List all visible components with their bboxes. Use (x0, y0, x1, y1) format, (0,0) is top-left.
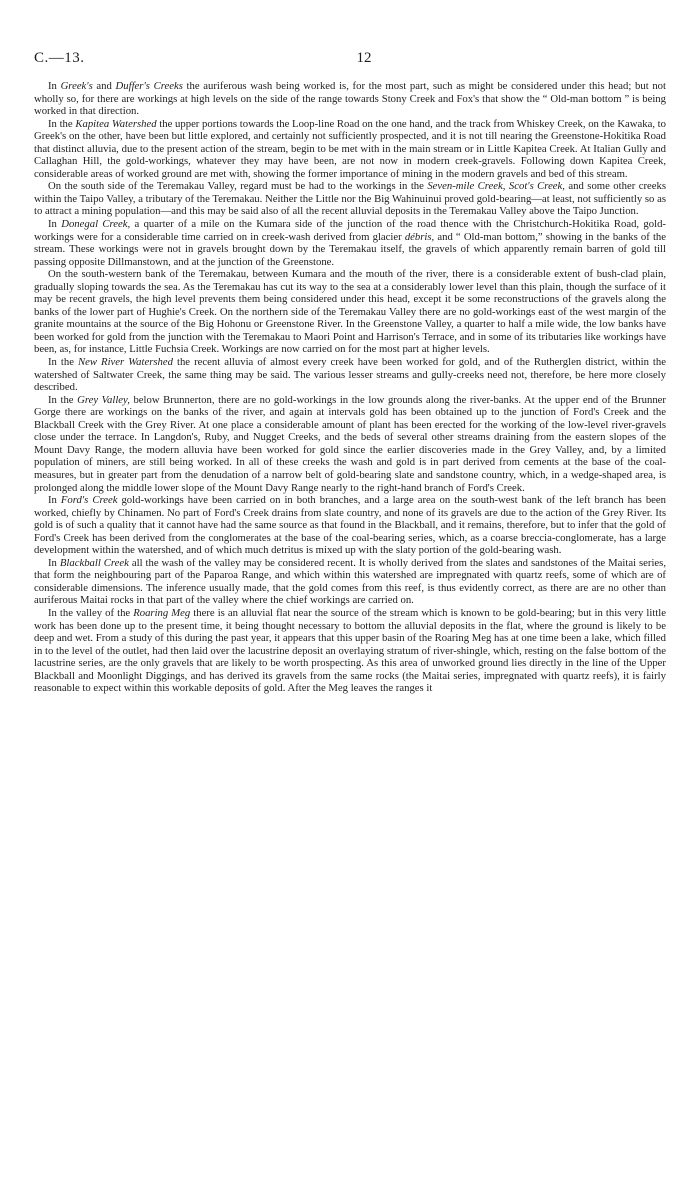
paragraph (34, 80, 666, 118)
text-run: In (48, 80, 61, 92)
italic-term: Roaring Meg (133, 606, 191, 619)
text-run: the auriferous wash being worked is, for the most part, such as might be considered under this head; but not wholly so, for there are workings at high levels on the side of the range towards Stony Creek and Fox's that show the “ Old-man bottom ” is being worked in that direction. (34, 80, 666, 118)
italic-term: New River Watershed (78, 356, 173, 369)
text-run: all the wash of the valley may be considered recent. It is wholly derived from the slates and sandstones of the Maitai series, that form the neighbouring part of the Paparoa Range, and which within this watershed are impregnated with quartz reefs, some of which are of considerable dimensions. The inference usually made, that the gold comes from this reef, is thus evidently correct, as there are are no other than auriferous Maitai rocks in that part of the valley where the chief workings are carried on. (34, 556, 667, 607)
paragraph (34, 356, 666, 394)
text-run: In the (48, 117, 76, 130)
paragraph (34, 607, 666, 695)
italic-term: Greek's (60, 80, 93, 92)
italic-term: débris, (404, 230, 435, 243)
text-run: gold-workings have been carried on in both branches, and a large area on the south-west bank of the left branch has been worked, chiefly by Chinamen. No part of Ford's Creek drains from slate country, and none of its gravels are due to the action of the Grey River. Its gold is of such a quality that it cannot have had the same source as that found in the Blackball, and it remains, therefore, but to infer that the gold of Ford's Creek has been derived from the conglomerates at the base of the coal-bearing series, which, as a coarse breccia-conglomerate, has a large development within the watershed, and of which much detritus is mixed up with the slaty portion of the gold-bearing wash. (34, 494, 667, 557)
text-run: On the south side of the Teremakau Valley, regard must be had to the workings in the (48, 180, 428, 193)
text-run: and (92, 80, 116, 92)
paragraph (34, 268, 666, 356)
italic-term: Blackball Creek (59, 556, 129, 569)
text-run: below Brunnerton, there are no gold-workings in the low grounds along the river-banks. At the upper end of the Brunner Gorge there are workings on the banks of the river, and again at intervals gold has been obtained up to the junction of Ford's Creek and the Blackball Creek with the Grey River. At one place a considerable amount of plant has been erected for the working of the low-level river-gravels close under the terrace. In Langdon's, Ruby, and Nugget Creeks, and the beds of several other streams draining from the eastern slopes of the Mount Davy Range, the modern alluvia have been worked for gold since the earlier discoveries made in the Grey Valley, and, by a limited population of miners, are still being worked. In all of these creeks the wash and gold is in part derived from cements at the base of the coal-measures, but in greater part from the denudation of a narrow belt of gold-bearing slate and sandstone country, which, in a wedge-shaped area, is prolonged along the middle lower slope of the Mount Davy Range nearly to the right-hand branch of Ford's Creek. (34, 393, 666, 494)
paragraph (34, 494, 666, 557)
text-run: there is an alluvial flat near the source of the stream which is known to be gold-bearing; but in this very little work has been done up to the present time, it being thought necessary to bottom the alluvial deposits in the flat, where the ground is likely to be deep and wet. From a study of this during the past year, it appears that this upper basin of the Roaring Meg has at one time been a lake, which filled in to the level of the outlet, had then laid over the lacustrine deposit an overlaying stratum of river-shingle, which, resting on the false bottom of the lacustrine series, are the only gravels that are likely to be worth prospecting. As this area of unworked ground lies directly in the line of the Upper Blackball and Moonlight Diggings, and has derived its gravels from the same rocks (the Maitai series, impregnated with quartz reefs), it is fairly reasonable to expect within this workable deposits of gold. After the Meg leaves the ranges it (34, 606, 666, 695)
text-run: In (48, 494, 61, 507)
paragraph (34, 118, 666, 181)
text-run: In (48, 556, 60, 569)
text-run: On the south-western bank of the Teremakau, between Kumara and the mouth of the river, there is a considerable extent of bush-clad plain, gradually sloping towards the sea. As the Teremakau has cut its way to the sea at a considerably lower level than this plain, though the surface of it may be recent gravels, the high level prevents them being considered under this head, except it be some reconstructions of the gravels along the banks of the lower part of Hughie's Creek. On the northern side of the Teremakau Valley there are no gold-workings east of the west margin of the granite mountains at the source of the Big Hohonu or Greenstone River. In the Greenstone Valley, a quarter to half a mile wide, the low banks have been worked for gold from the junction with the Teremakau to Maori Point and Harrison's Terrace, and in some of its tributaries like workings have been, as, for instance, Little Fuchsia Creek. Workings are now carried on for the most part at higher levels. (34, 268, 666, 356)
text-run: the recent alluvia of almost every creek have been worked for gold, and of the Rutherglen district, within the watershed of Saltwater Creek, the same thing may be said. The various lesser streams and gully-creeks need not, therefore, be here more closely described. (34, 356, 666, 394)
page-header (34, 50, 666, 70)
text-run: a quarter of a mile on the Kumara side of the junction of the road thence with the Christchurch-Hokitika Road, gold-workings were for a considerable time carried on in creek-wash derived from glacier (34, 218, 666, 243)
body-text (34, 80, 666, 695)
document-reference: C.—13. (34, 50, 85, 66)
italic-term: Kapitea Watershed (75, 117, 157, 130)
italic-term: Ford's Creek (60, 494, 118, 507)
paragraph (34, 218, 666, 268)
paragraph (34, 394, 666, 494)
italic-term: Duffer's Creeks (115, 80, 183, 92)
text-run: In (48, 218, 62, 231)
italic-term: Grey Valley, (77, 393, 130, 406)
italic-term: Donegal Creek, (61, 218, 131, 231)
text-run: the upper portions towards the Loop-line Road on the one hand, and the track from Whiskey Creek, on the Kawaka, to Greek's on the other, have been but little explored, and certainly not sufficiently prospected, and it is not till nearing the Greenstone-Hokitika Road that distinct alluvia, due to the present action of the stream, begin to be met with in the main stream or in Little Kapitea Creek. At Italian Gully and Callaghan Hill, the gold-workings, whatever they may have been, are not now in modern creek-gravels. Following down Kapitea Creek, considerable areas of worked ground are met with, showing the former importance of mining in the modern gravels and bed of this stream. (34, 117, 666, 180)
text-run: In the (48, 393, 78, 406)
italic-term: Seven-mile Creek, Scot's Creek, (427, 180, 565, 193)
paragraph (34, 180, 666, 218)
page-number: 12 (356, 50, 372, 66)
text-run: In the valley of the (48, 606, 134, 619)
paragraph (34, 557, 666, 607)
text-run: In the (48, 356, 79, 369)
text-run: and some other creeks within the Taipo Valley, a tributary of the Teremakau. Neither the Little nor the Big Wahinuinui proved gold-bearing—at least, not sufficiently so as to attract a mining population—and this may be said also of all the recent alluvial deposits in the Teremakau Valley above the Taipo Junction. (34, 180, 667, 218)
text-run: and “ Old-man bottom,” showing in the banks of the stream. These workings were not in gravels brought down by the Teremakau itself, the gravels of which apparently remain barren of gold till passing opposite Dillmanstown, and at the junction of the Greenstone. (34, 230, 666, 268)
